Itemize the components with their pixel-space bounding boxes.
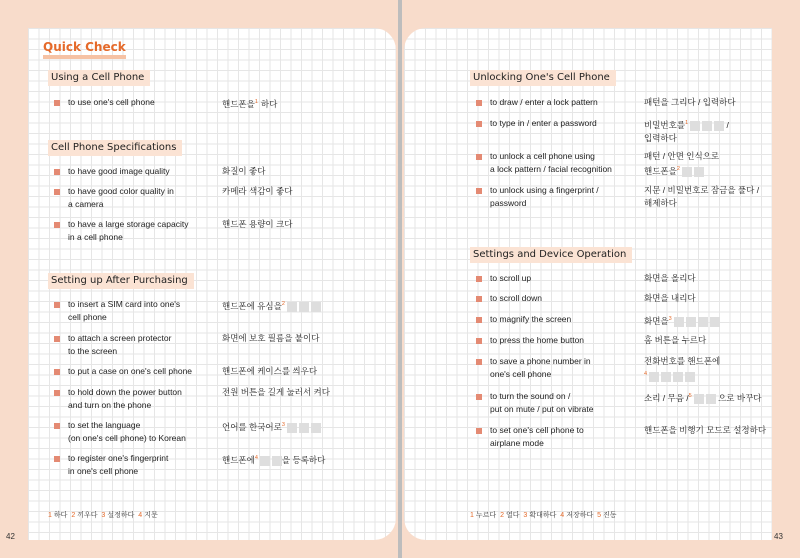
section-heading-settings: Settings and Device Operation [470, 247, 632, 263]
section-heading-specs: Cell Phone Specifications [48, 140, 182, 156]
page-number: 43 [774, 532, 783, 541]
item-english: to have a large storage capacity in a cell phone [68, 219, 189, 242]
answer-blank [694, 394, 704, 404]
answer-blank [682, 167, 692, 177]
item-english: to draw / enter a lock pattern [490, 97, 598, 107]
answer-blank [661, 372, 671, 382]
bullet-icon [54, 423, 60, 429]
item-english: to unlock using a fingerprint / password [490, 185, 599, 208]
item-korean: 지문 / 비밀번호로 잠금을 풀다 / 해제하다 [644, 185, 760, 208]
answer-blank [299, 302, 309, 312]
footnotes: 1 누르다 2 열다 3 확대하다 4 저장하다 5 진동 [470, 512, 617, 519]
left-page [0, 0, 398, 558]
answer-blank [674, 317, 684, 327]
item-english: to save a phone number in one's cell phone [490, 356, 591, 379]
item-korean: 언어를 한국어로$^3$ [222, 419, 372, 434]
right-sheet [404, 28, 772, 540]
answer-blank: 하다 [260, 98, 278, 109]
item-english: to scroll down [490, 293, 542, 303]
answer-blank [311, 302, 321, 312]
item-english: to type in / enter a password [490, 118, 597, 128]
answer-blank [694, 167, 704, 177]
answer-blank [287, 302, 297, 312]
item-english: to press the home button [490, 335, 585, 345]
item-english: to attach a screen protector to the screen [68, 333, 172, 356]
left-sheet [28, 28, 396, 540]
bullet-icon [476, 338, 482, 344]
bullet-icon [54, 169, 60, 175]
bullet-icon [54, 456, 60, 462]
item-korean: 전화번호를 핸드폰에 $^4$ [644, 355, 794, 383]
item-english: to have good image quality [68, 166, 170, 176]
answer-blank [272, 456, 282, 466]
answer-blank [698, 317, 708, 327]
answer-blank [710, 317, 720, 327]
answer-blank [706, 394, 716, 404]
item-english: to set the language (on one's cell phone) to Korean [68, 420, 186, 443]
bullet-icon [476, 359, 482, 365]
item-korean: 비밀번호를$^1$ / 입력하다 [644, 119, 729, 143]
bullet-icon [476, 428, 482, 434]
answer-blank [685, 372, 695, 382]
item-english: to use one's cell phone [68, 97, 155, 107]
bullet-icon [54, 189, 60, 195]
quick-check-title: Quick Check [43, 40, 126, 59]
answer-blank [673, 372, 683, 382]
item-english: to register one's fingerprint in one's cell phone [68, 453, 169, 476]
item-korean: 핸드폰에 유심을$^2$ [222, 298, 372, 313]
bullet-icon [476, 121, 482, 127]
item-english: to have good color quality in a camera [68, 186, 174, 209]
bullet-icon [54, 100, 60, 106]
item-english: to magnify the screen [490, 314, 572, 324]
item-korean: 화질이 좋다 [222, 166, 266, 176]
bullet-icon [476, 296, 482, 302]
item-korean: 핸드폰에$^4$ 을 등록하다 [222, 454, 326, 465]
item-korean: 소리 / 무음 /$^5$ 으로 바꾸다 [644, 392, 762, 403]
item-korean: 홈 버튼을 누르다 [644, 335, 707, 345]
section-heading-setup: Setting up After Purchasing [48, 273, 194, 289]
item-korean: 화면에 보호 필름을 붙이다 [222, 333, 320, 343]
item-english: to turn the sound on / put on mute / put on vibrate [490, 391, 594, 414]
bullet-icon [476, 188, 482, 194]
bullet-icon [54, 302, 60, 308]
item-english: to scroll up [490, 273, 532, 283]
item-korean: 핸드폰을 비행기 모드로 설정하다 [644, 425, 767, 435]
answer-blank [287, 423, 297, 433]
item-english: to put a case on one's cell phone [68, 366, 193, 376]
answer-blank [702, 121, 712, 131]
item-korean: 전원 버튼을 길게 눌러서 켜다 [222, 387, 330, 397]
item-korean: 핸드폰을$^1$ 하다 [222, 98, 278, 109]
bullet-icon [476, 100, 482, 106]
bullet-icon [54, 390, 60, 396]
item-korean: 패턴 / 안면 인식으로 핸드폰을$^2$ [644, 151, 720, 176]
section-heading-using: Using a Cell Phone [48, 70, 150, 86]
bullet-icon [54, 336, 60, 342]
answer-blank [260, 456, 270, 466]
page-number: 42 [6, 532, 15, 541]
answer-blank [649, 372, 659, 382]
answer-blank [299, 423, 309, 433]
right-page [402, 0, 800, 558]
answer-blank [686, 317, 696, 327]
item-english: to insert a SIM card into one's cell phone [68, 299, 181, 322]
bullet-icon [476, 394, 482, 400]
item-english: to hold down the power button and turn on the phone [68, 387, 182, 410]
item-korean: 화면을 내리다 [644, 293, 696, 303]
bullet-icon [54, 369, 60, 375]
item-english: to set one's cell phone to airplane mode [490, 425, 584, 448]
bullet-icon [476, 276, 482, 282]
item-korean: 카메라 색감이 좋다 [222, 186, 293, 196]
item-korean: 패턴을 그리다 / 입력하다 [644, 97, 736, 107]
item-english: to unlock a cell phone using a lock pattern / facial recognition [490, 151, 612, 174]
bullet-icon [476, 317, 482, 323]
footnotes: 1 하다 2 끼우다 3 설정하다 4 지문 [48, 512, 158, 519]
section-heading-unlocking: Unlocking One's Cell Phone [470, 70, 616, 86]
item-korean: 핸드폰 용량이 크다 [222, 219, 293, 229]
answer-blank [690, 121, 700, 131]
item-korean: 핸드폰에 케이스를 씌우다 [222, 366, 318, 376]
answer-blank [311, 423, 321, 433]
bullet-icon [54, 222, 60, 228]
bullet-icon [476, 154, 482, 160]
item-korean: 화면을$^3$ [644, 313, 794, 328]
answer-blank [714, 121, 724, 131]
item-korean: 화면을 올리다 [644, 273, 696, 283]
